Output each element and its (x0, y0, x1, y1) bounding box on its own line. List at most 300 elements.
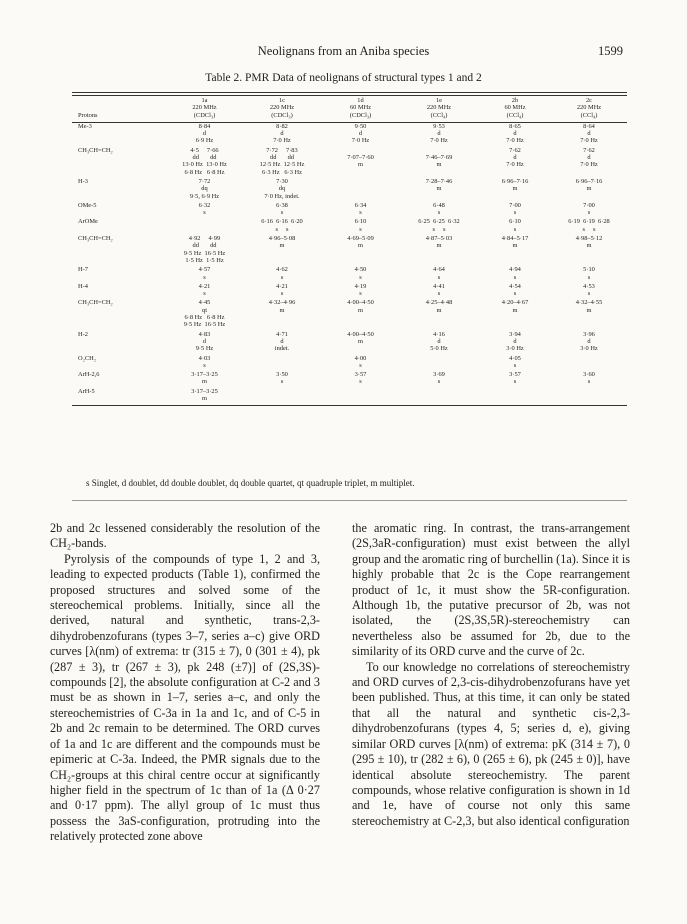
table-cell: s s (432, 225, 446, 233)
table-row (72, 329, 627, 338)
table-cell (322, 345, 399, 352)
table-row (72, 209, 627, 216)
table-cell: m (436, 306, 442, 314)
table-cell: 7·72 7·83 (266, 146, 298, 154)
table-cell: 6·25 6·25 6·32 (418, 218, 460, 226)
proton-label (72, 314, 167, 321)
proton-label (72, 395, 167, 406)
proton-label (72, 321, 167, 328)
table-cell: 9·5 Hz (195, 345, 214, 353)
column-freq: 60 MHz (504, 104, 526, 112)
proton-label (72, 257, 167, 264)
table-row (72, 154, 627, 161)
table-cell (322, 314, 399, 321)
table-cell: 6·96–7·16 (575, 177, 603, 185)
table-cell: 8·84 (198, 122, 211, 130)
body-column-left (50, 521, 320, 845)
table-cell: s (203, 273, 206, 281)
table-cell: 4·45 (198, 299, 211, 307)
table-cell: 4·16 (433, 330, 445, 338)
table-row (72, 314, 627, 321)
divider (72, 500, 627, 501)
table-cell: 4·21 (198, 282, 211, 290)
table-row (72, 297, 627, 306)
table-cell (242, 250, 322, 257)
table-cell: 3·57 (354, 371, 367, 379)
table-cell: 7·0 Hz (506, 161, 524, 169)
proton-label (72, 130, 167, 137)
table-cell: 6·8 Hz 6·8 Hz (184, 314, 225, 322)
table-cell: 4·25–4·48 (425, 299, 453, 307)
table-cell: s (280, 290, 284, 298)
table-row (72, 321, 627, 328)
table-cell (242, 353, 322, 362)
table-cell: 3·17–3·25 (191, 387, 218, 395)
proton-label (72, 307, 167, 314)
table-cell (399, 145, 479, 154)
table-cell: qt (202, 306, 207, 314)
proton-label: CH₃CH=CH₂ (78, 299, 113, 307)
table-cell: d (587, 154, 591, 162)
table-row (72, 226, 627, 233)
table-cell: s (437, 290, 441, 298)
table-cell: indet. (274, 345, 290, 353)
table-row (72, 250, 627, 257)
table-cell: d (587, 337, 591, 345)
table-cell: 3·69 (433, 371, 445, 379)
table-cell: m (436, 161, 442, 169)
column-name: 1a (201, 97, 208, 104)
table-cell (479, 395, 551, 406)
table-cell (399, 362, 479, 369)
table-cell: 6·10 (354, 218, 367, 226)
table-cell: 7·00 (509, 201, 521, 209)
table-cell: 7·0 Hz (351, 137, 370, 145)
table-cell: 4·98–5·12 (575, 235, 603, 243)
proton-label (72, 345, 167, 352)
table-cell: s (203, 361, 206, 369)
table-row (72, 362, 627, 369)
column-name: Protons (78, 111, 98, 119)
table-cell: 4·87–5·03 (425, 235, 453, 243)
table-cell: 9·5 Hz 16·5 Hz (183, 321, 226, 329)
table-cell: 4·19 (354, 282, 367, 290)
proton-label (72, 274, 167, 281)
table-cell: 4·00–4·50 (347, 330, 374, 338)
table-row (72, 145, 627, 154)
table-cell: 4·71 (276, 330, 288, 338)
proton-label: CH₃CH=CH₂ (78, 146, 113, 154)
table-cell: 3·50 (276, 371, 288, 379)
proton-label: ArH-5 (78, 387, 95, 395)
table-cell: 3·57 (509, 371, 521, 379)
table-cell: 5·0 Hz (430, 345, 448, 353)
table-cell (167, 226, 242, 233)
table-cell (399, 321, 479, 328)
table-cell: 6·16 6·16 6·20 (261, 218, 303, 226)
table-cell: 3·17–3·25 (191, 371, 218, 379)
table-cell: d (513, 154, 517, 162)
table-cell: 12·5 Hz 12·5 Hz (259, 161, 305, 169)
table-row (72, 338, 627, 345)
table-row (72, 216, 627, 225)
page-number: 1599 (598, 44, 623, 58)
column-header (322, 96, 399, 123)
table-cell: 7·0 Hz (430, 137, 448, 145)
proton-label (72, 338, 167, 345)
table-cell: 4·53 (583, 282, 595, 290)
proton-label: ArOMe (78, 218, 98, 226)
table-cell: 8·65 (509, 122, 521, 130)
table-cell: s (513, 209, 517, 217)
table-row (72, 378, 627, 385)
table-header-row (72, 96, 627, 123)
table-cell (551, 362, 627, 369)
table-cell: 7·0 Hz (580, 161, 598, 169)
proton-label: CH₃CH=CH₂ (78, 235, 113, 243)
table-cell (479, 257, 551, 264)
table-cell: d (437, 337, 441, 345)
table-cell: 3·96 (583, 330, 595, 338)
table-row (72, 200, 627, 209)
column-freq: 220 MHz (192, 104, 217, 112)
table-cell: 7·72 (198, 177, 211, 185)
table-cell: 7·62 (509, 146, 521, 154)
table-row (72, 242, 627, 249)
table-cell (322, 185, 399, 192)
table-cell (399, 169, 479, 176)
table-cell: s (513, 225, 517, 233)
table-cell: 4·69–5·09 (347, 235, 374, 243)
table-cell (322, 145, 399, 154)
proton-label (72, 250, 167, 257)
column-freq: 220 MHz (576, 104, 602, 112)
table-cell: 9·53 (433, 122, 445, 130)
table-cell: 4·05 (509, 354, 521, 362)
table-cell: dd dd (192, 154, 217, 162)
proton-label (72, 154, 167, 161)
table-cell: 1·5 Hz 1·5 Hz (185, 256, 224, 264)
table-cell (322, 395, 399, 406)
column-name: 2c (585, 97, 593, 104)
proton-label (72, 242, 167, 249)
proton-label (72, 209, 167, 216)
table-cell: d (280, 337, 284, 345)
table-cell: 4·00–4·50 (347, 299, 374, 307)
column-header (242, 96, 322, 123)
table-cell (399, 193, 479, 200)
table-cell (322, 193, 399, 200)
table-cell: 7·28–7·46 (425, 177, 453, 185)
column-header (399, 96, 479, 123)
table-cell: 4·41 (433, 282, 445, 290)
table-cell: 6·9 Hz (195, 137, 214, 145)
column-name: 1d (357, 97, 364, 104)
table-row (72, 395, 627, 406)
table-cell (551, 257, 627, 264)
table-cell: m (358, 306, 363, 314)
table-cell: dd dd (270, 154, 294, 162)
table-cell (167, 216, 242, 225)
table-cell: s (359, 378, 362, 386)
table-cell: 6·8 Hz 6·8 Hz (184, 168, 225, 176)
table-cell (322, 176, 399, 185)
table-cell (479, 169, 551, 176)
proton-label (72, 137, 167, 144)
table-cell: 4·50 (354, 266, 367, 274)
table-cell: 6·38 (276, 201, 288, 209)
table-cell (322, 250, 399, 257)
table-cell (399, 386, 479, 395)
table-cell: 4·57 (198, 266, 211, 274)
column-name: 2b (511, 97, 519, 104)
table-cell: s (359, 209, 362, 217)
table-cell: 4·83 (198, 330, 211, 338)
table-cell: d (358, 130, 363, 138)
table-cell (551, 395, 627, 406)
column-solvent: (CDCl₃) (349, 111, 372, 119)
table-cell (322, 321, 399, 328)
column-solvent: (CCl₄) (430, 111, 448, 119)
table-row (72, 345, 627, 352)
table-cell (551, 314, 627, 321)
table-row (72, 233, 627, 242)
table-cell (551, 250, 627, 257)
proton-label (72, 169, 167, 176)
table-cell: m (586, 185, 592, 193)
table-cell (399, 257, 479, 264)
proton-label (72, 290, 167, 297)
table-cell (479, 321, 551, 328)
table-cell: 4·32–4·96 (268, 299, 296, 307)
table-cell: dq (201, 185, 208, 193)
table-cell: 7·00 (583, 201, 595, 209)
table-cell: s (280, 273, 284, 281)
proton-label (72, 226, 167, 233)
table-cell: m (586, 242, 592, 250)
table-cell: 7·0 Hz (506, 137, 524, 145)
running-title: Neolignans from an Aniba species (257, 44, 430, 58)
table-cell (322, 386, 399, 395)
proton-label (72, 378, 167, 385)
table-row (72, 307, 627, 314)
table-cell (242, 395, 322, 406)
table-row (72, 257, 627, 264)
table-cell (242, 386, 322, 395)
table-cell (399, 353, 479, 362)
table-cell: 3·94 (509, 330, 521, 338)
proton-label: Me-3 (78, 122, 92, 130)
table-cell: s (437, 378, 441, 386)
paragraph: To our knowledge no correlations of stereochemistry and ORD curves of 2,3-cis-dihydrobenzofurans have yet been published. Thus, at this time, it can only be stated that all the natural and synthetic cis-2,3-dihydrobenzofurans (types 4, 5; series d, e), giving similar ORD curves [λ(nm) of extrema: pK (314 ± 7), 0 (295 ± 10), tr (282 ± 6), 0 (265 ± 6), pk (245 ± 0)], have identical absolute stereochemistry. The parent compounds, whose relative configuration is shown in 1d and 1e, have of course not only this same stereochemistry at C-2,3, but also identical configuration (352, 659, 630, 828)
table-cell (242, 362, 322, 369)
table-cell: s s (582, 225, 596, 233)
table-cell: dd dd (192, 242, 217, 250)
column-name: 1e (435, 97, 443, 104)
column-header (479, 96, 551, 123)
proton-label: O₂CH₂ (78, 354, 96, 362)
table-cell: d (513, 130, 517, 138)
table-cell: 4·62 (276, 266, 288, 274)
table-cell: s (359, 225, 362, 233)
table-cell (479, 193, 551, 200)
table-cell: d (513, 337, 517, 345)
table-cell (242, 257, 322, 264)
table-cell: d (202, 130, 207, 138)
table-cell: d (587, 130, 591, 138)
table-row (72, 161, 627, 168)
column-freq: 60 MHz (349, 104, 372, 112)
table-cell: s s (275, 225, 289, 233)
proton-label (72, 362, 167, 369)
table-row (72, 281, 627, 290)
column-header-protons (72, 96, 167, 123)
table-cell: 4·00 (354, 354, 367, 362)
table-cell: s (513, 273, 517, 281)
table-cell: 4·92 4·99 (188, 235, 221, 243)
table-cell: 4·84–5·17 (501, 235, 529, 243)
table-cell: 4·94 (509, 266, 521, 274)
pmr-table (72, 92, 627, 406)
table-cell: 6·32 (198, 201, 211, 209)
table-row (72, 386, 627, 395)
table-cell: s (513, 361, 517, 369)
table-cell: m (512, 242, 518, 250)
table-cell: m (167, 395, 242, 406)
page-header (0, 44, 687, 62)
column-name: 1c (278, 97, 286, 104)
table-cell: 5·10 (583, 266, 595, 274)
table-cell: 4·5 7·66 (190, 146, 219, 154)
table-cell: s (359, 361, 362, 369)
table-cell: 7·46–7·69 (425, 154, 453, 162)
table-cell: m (358, 337, 363, 345)
table-row (72, 193, 627, 200)
table-cell (322, 169, 399, 176)
paragraph: the aromatic ring. In contrast, the trans-arrangement (2S,3aR-configuration) must exist between the allyl group and the aromatic ring of burchellin (1a). Since it is highly probable that 2c is the Cope rearrangement product of 1c, it must show the 5R-configuration. Although 1b, the putative precursor of 2b, was not isolated, the (2S,3S,5R)-stereochemistry can nevertheless also be assumed for 2b, due to the similarity of its ORD curve and the curve of 2c. (352, 521, 630, 659)
table-cell: 7·30 (276, 177, 288, 185)
table-row (72, 169, 627, 176)
table-cell: 8·82 (276, 122, 288, 130)
table-cell: 4·21 (276, 282, 288, 290)
table-cell: 7·0 Hz (273, 137, 291, 145)
table-cell: 6·3 Hz 6·3 Hz (262, 168, 302, 176)
table-cell: 9·5, 6·9 Hz (189, 192, 220, 200)
table-cell: s (437, 209, 441, 217)
table-cell: m (279, 306, 285, 314)
table-cell (551, 193, 627, 200)
table-cell: m (358, 242, 363, 250)
proton-label: H-4 (78, 282, 88, 290)
table-cell: 9·5 Hz 16·5 Hz (183, 249, 226, 257)
table-cell: 4·54 (509, 282, 521, 290)
paragraph: 2b and 2c lessened considerably the resolution of the CH₂-bands. (50, 521, 320, 551)
table-cell: s (587, 290, 591, 298)
proton-label: ArH-2,6 (78, 371, 100, 379)
table-legend: s Singlet, d doublet, dd double doublet, dq double quartet, qt quadruple triplet, m multiplet. (86, 478, 415, 488)
table-cell (242, 314, 322, 321)
table-cell: s (587, 273, 591, 281)
proton-label: H-3 (78, 177, 88, 185)
table-cell: 9·50 (354, 122, 367, 130)
table-cell: s (280, 378, 284, 386)
table-cell (479, 386, 551, 395)
table-row (72, 122, 627, 130)
table-cell (551, 169, 627, 176)
table-row (72, 290, 627, 297)
table-cell: m (586, 306, 592, 314)
proton-label: OMe-5 (78, 201, 97, 209)
table-cell: d (202, 337, 207, 345)
table-body (72, 122, 627, 405)
table-cell: m (279, 242, 285, 250)
table-cell: 3·0 Hz (506, 345, 524, 353)
column-header (551, 96, 627, 123)
table-cell: m (512, 185, 518, 193)
table-cell: s (513, 290, 517, 298)
table-cell: m (202, 378, 207, 386)
column-header (167, 96, 242, 123)
table-cell: s (587, 209, 591, 217)
table-cell: 6·48 (433, 201, 445, 209)
table-cell: s (513, 378, 517, 386)
table-cell: s (587, 378, 591, 386)
table-cell (399, 314, 479, 321)
table-cell: 4·03 (198, 354, 211, 362)
table-cell: dq (278, 185, 286, 193)
table-cell (399, 395, 479, 406)
table-cell (551, 386, 627, 395)
table-row (72, 264, 627, 273)
proton-label (72, 185, 167, 192)
table-cell (479, 250, 551, 257)
table-cell: m (358, 161, 363, 169)
table-cell: 7·0 Hz (580, 137, 598, 145)
table-cell: 3·60 (583, 371, 595, 379)
table-cell: 4·64 (433, 266, 445, 274)
table-cell: 13·0 Hz 13·0 Hz (182, 161, 227, 169)
table-cell: 6·19 6·19 6·28 (568, 218, 610, 226)
table-cell: 7·62 (583, 146, 595, 154)
table-cell: 6·34 (354, 201, 367, 209)
table-cell: 7·0 Hz, indet. (264, 192, 300, 200)
table-cell: 8·64 (583, 122, 595, 130)
column-solvent: (CDCl₃) (271, 111, 293, 119)
body-column-right (352, 521, 630, 829)
table-cell: 4·20–4·67 (501, 299, 529, 307)
table-cell: d (437, 130, 441, 138)
table-cell: 4·32–4·55 (575, 299, 603, 307)
table-cell: s (203, 290, 206, 298)
table-cell (242, 321, 322, 328)
table-cell: s (359, 290, 362, 298)
table-cell: 6·10 (509, 218, 521, 226)
table-cell (322, 257, 399, 264)
table-cell: m (436, 185, 442, 193)
column-freq: 220 MHz (269, 104, 295, 112)
table-cell: 4·96–5·08 (268, 235, 296, 243)
column-freq: 220 MHz (426, 104, 452, 112)
table-caption: Table 2. PMR Data of neolignans of structural types 1 and 2 (205, 72, 482, 84)
column-solvent: (CDCl₃) (193, 111, 216, 119)
column-solvent: (CCl₄) (506, 111, 524, 119)
table-cell (551, 353, 627, 362)
table-cell: 6·96–7·16 (501, 177, 529, 185)
table-row (72, 185, 627, 192)
table-cell: s (203, 209, 206, 217)
proton-label (72, 161, 167, 168)
table-row (72, 130, 627, 137)
